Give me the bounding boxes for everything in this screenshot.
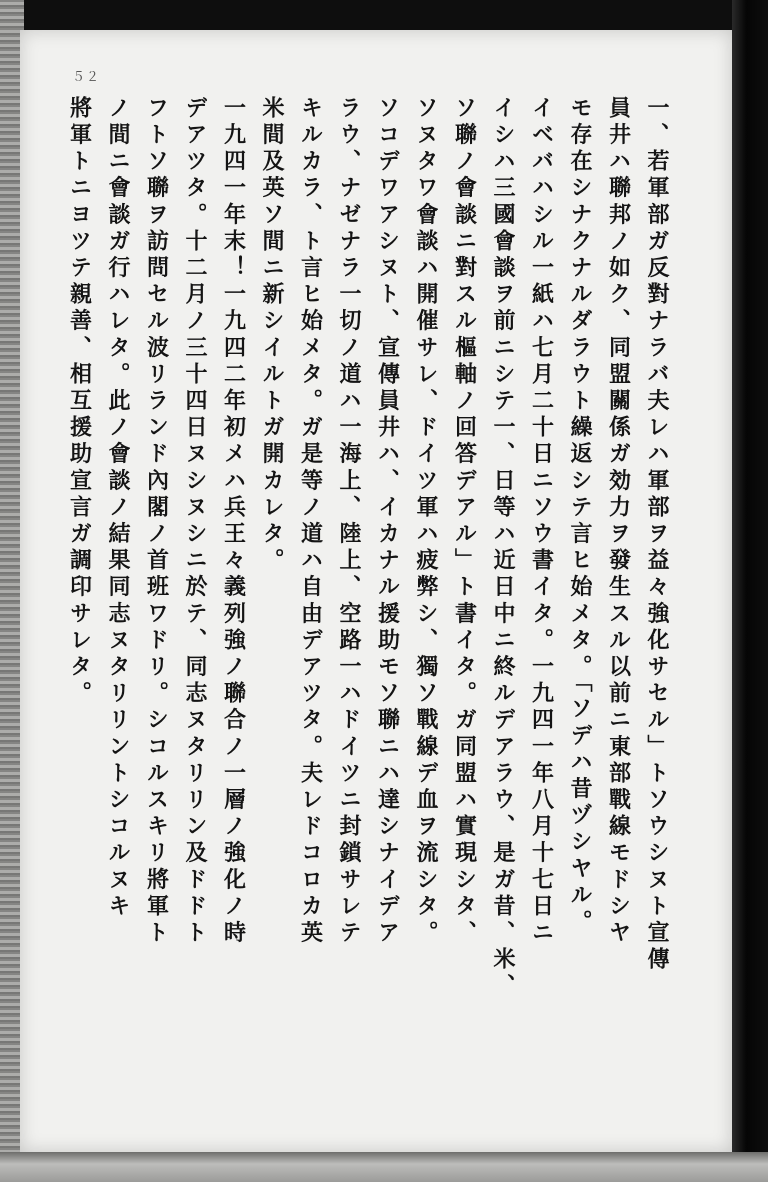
text-column-6: ソ聯ノ會談ニ對スル樞軸ノ回答デアル」ト書イタ。ガ同盟ハ實現シタ、 xyxy=(451,96,478,948)
text-column-5: イシハ三國會談ヲ前ニシテ一、日等ハ近日中ニ終ルデアラウ、是ガ昔、米、 xyxy=(490,96,516,1001)
text-column-12: 一九四一年末！一九四二年初メハ兵王々義列強ノ聯合ノ一層ノ強化ノ時 xyxy=(220,96,247,948)
text-column-15: ノ間ニ會談ガ行ハレタ。此ノ會談ノ結果同志ヌタリリントシコルヌキ xyxy=(105,96,131,921)
text-column-1: 一、若軍部ガ反對ナラバ夫レハ軍部ヲ益々強化サセル」トソウシヌト宣傳 xyxy=(644,96,670,974)
text-column-10: キルカラ、ト言ヒ始メタ。ガ是等ノ道ハ自由デアツタ。夫レドコロカ英 xyxy=(297,96,324,948)
text-column-13: デアツタ。十二月ノ三十四日ヌシヌシニ於テ、同志ヌタリリン及ドドト xyxy=(182,96,208,948)
bottom-page-edge xyxy=(0,1152,768,1182)
vertical-text-body xyxy=(60,96,676,1096)
text-column-2: 員井ハ聯邦ノ如ク、同盟關係ガ効力ヲ發生スル以前ニ東部戰線モドシヤ xyxy=(605,96,632,948)
text-column-11: 米間及英ソ間ニ新シイルトガ開カレタ。 xyxy=(259,96,285,575)
text-column-4: イベバハシル一紙ハ七月二十日ニソウ書イタ。一九四一年八月十七日ニ xyxy=(528,96,555,948)
text-column-3: モ存在シナクナルダラウト繰返シテ言ヒ始メタ。「ソデハ昔ヅシヤル。 xyxy=(567,96,593,937)
text-column-8: ソコデワアシヌト、宣傳員井ハ、イカナル援助モソ聯ニハ達シナイデア xyxy=(374,96,401,948)
text-column-16: 將軍トニヨツテ親善、相互援助宣言ガ調印サレタ。 xyxy=(66,96,93,708)
text-column-14: フトソ聯ヲ訪問セル波リランド內閣ノ首班ワドリ。シコルスキリ將軍ト xyxy=(143,96,170,948)
text-column-7: ソヌタワ會談ハ開催サレ、ドイツ軍ハ疲弊シ、獨ソ戰線デ血ヲ流シタ。 xyxy=(413,96,439,948)
text-column-9: ラウ、ナゼナラ一切ノ道ハ一海上、陸上、空路一ハドイツニ封鎖サレテ xyxy=(336,96,362,948)
top-shadow xyxy=(0,0,768,30)
right-page-edge xyxy=(732,0,768,1182)
page-number: ５２ xyxy=(72,70,101,85)
